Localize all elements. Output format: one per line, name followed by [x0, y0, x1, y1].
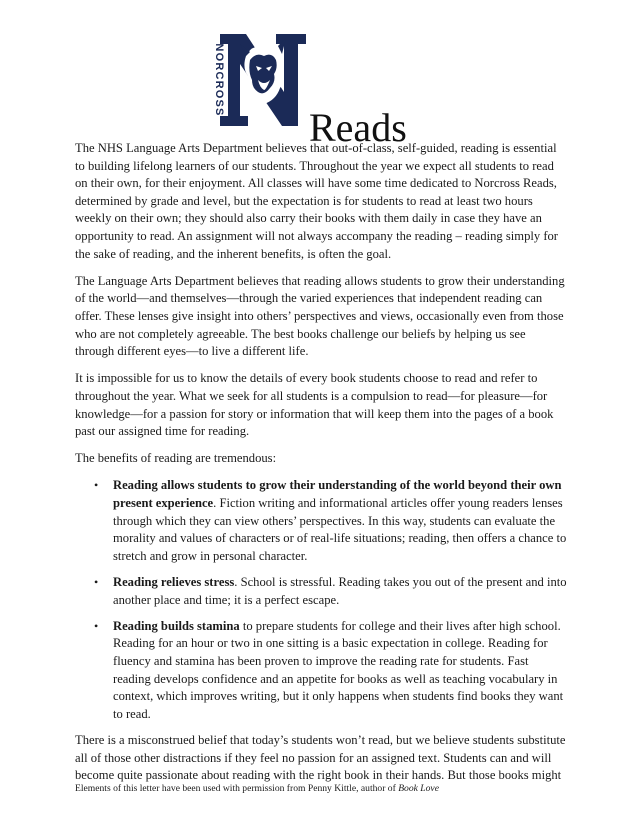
bullet-icon: •	[94, 478, 99, 493]
benefit-heading: Reading allows students to grow their understanding of the world beyond their own present experience	[113, 478, 562, 511]
footer-book-title: Book Love	[398, 783, 439, 794]
page-title: Reads	[309, 105, 407, 150]
letterhead	[206, 30, 466, 150]
paragraph-understanding: The Language Arts Department believes that reading allows students to grow their understanding of the world—and themselves—through the varied experiences that independent reading can offer. These lenses give insight into others’ perspectives and views, occasionally even from those who are not completely agreeable. The best books challenge our beliefs by helping us see through different eyes—to live a different life.	[75, 273, 565, 359]
list-item	[75, 618, 567, 724]
logo-text: NORCROSS	[213, 43, 225, 117]
letter-body	[75, 140, 567, 794]
footer-note	[75, 783, 439, 795]
paragraph-misconception: There is a misconstrued belief that today’s students won’t read, but we believe students substitute all of those other distractions if they feel no passion for an assigned text. Students can and will become quite passionate about reading with the right book in their hands. But those books might	[75, 732, 566, 783]
list-item	[75, 574, 567, 609]
list-item	[75, 477, 567, 565]
footer-text: Elements of this letter have been used with permission from Penny Kittle, author of	[75, 783, 399, 794]
benefit-heading: Reading builds stamina	[113, 618, 240, 633]
benefit-text: to prepare students for college and their lives after high school. Reading for an hour or two in one sitting is a basic expectation in college. Reading for fluency and stamina has been proven to improve the reading rate for students. Fast reading develops confidence and an appetite for books as well as teaching vocabulary in context, which improves writing, but it only happens when students find books they want to read.	[113, 618, 564, 721]
paragraph-intro: The NHS Language Arts Department believes that out-of-class, self-guided, reading is essential to building lifelong learners of our students. Throughout the year we expect all students to read on their own, for their enjoyment. All classes will have some time dedicated to Norcross Reads, determined by grade and level, but the expectation is for students to read at least two hours weekly on their own; they should also carry their books with them daily in case they have an opportunity to read. An assignment will not always accompany the reading – reading simply for the sake of reading, and the inherent benefits, is often the goal.	[75, 141, 559, 261]
benefits-list	[75, 477, 567, 723]
benefit-heading: Reading relieves stress	[113, 575, 235, 590]
paragraph-compulsion: It is impossible for us to know the details of every book students choose to read and refer to throughout the year. What we seek for all students is a compulsion to read—for pleasure—for knowledge—for a passion for story or information that will keep them into the pages of a book past our assigned time for reading.	[75, 371, 554, 439]
benefit-text: . Fiction writing and informational articles offer young readers lenses through which they can view others’ perspectives. In this way, students can evaluate the morality and values of characters or of real-life situations; reading, then offers a chance to stretch and grow in personal character.	[113, 496, 567, 563]
benefit-text: . School is stressful. Reading takes you out of the present and into another place and time; it is a perfect escape.	[113, 575, 567, 607]
bullet-icon: •	[94, 618, 99, 633]
norcross-blue-devil-logo	[206, 30, 310, 130]
paragraph-benefits-intro: The benefits of reading are tremendous:	[75, 451, 277, 466]
bullet-icon: •	[94, 575, 99, 590]
